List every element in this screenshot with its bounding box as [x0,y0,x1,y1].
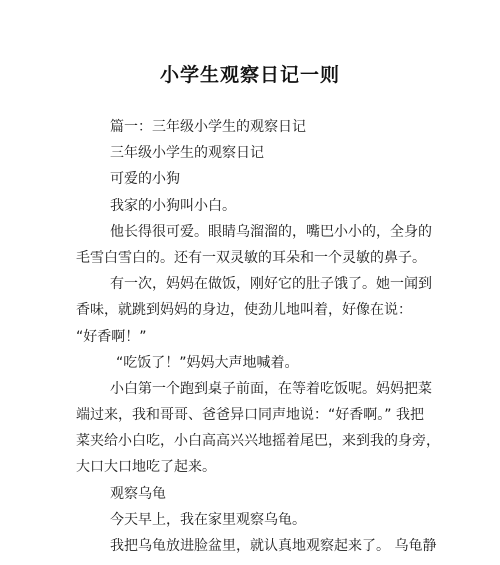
paragraph-line: 我家的小狗叫小白。 [110,197,236,214]
paragraph-line: “吃饭了！”妈妈大声地喊着。 [116,354,299,371]
entry-title: 观察乌龟 [110,485,166,502]
paragraph-line: 毛雪白雪白的。还有一双灵敏的耳朵和一个灵敏的鼻子。 [76,249,426,266]
document-body [76,114,440,559]
paragraph-line: 菜夹给小白吃，小白高高兴兴地摇着尾巴，来到我的身旁， [76,433,440,450]
diary-heading: 三年级小学生的观察日记 [110,145,264,162]
paragraph-line: 我把乌龟放进脸盆里，就认真地观察起来了。 乌龟静 [110,538,437,554]
paragraph-line: 端过来，我和哥哥、爸爸异口同声地说：“好香啊。” 我把 [76,407,424,424]
document-title: 小学生观察日记一则 [159,64,340,86]
section-heading: 篇一：三年级小学生的观察日记 [110,119,306,135]
paragraph-line: “好香啊！” [76,328,147,345]
paragraph-line: 他长得很可爱。眼睛乌溜溜的，嘴巴小小的，全身的 [110,223,432,240]
entry-title: 可爱的小狗 [110,171,180,188]
paragraph-line: 有一次，妈妈在做饭，刚好它的肚子饿了。她一闻到 [110,276,432,293]
paragraph-line: 今天早上，我在家里观察乌龟。 [110,511,306,528]
paragraph-line: 小白第一个跑到桌子前面，在等着吃饭呢。妈妈把菜 [110,380,432,397]
paragraph-line: 大口大口地吃了起来。 [76,459,216,476]
paragraph-line: 香味，就跳到妈妈的身边，使劲儿地叫着，好像在说： [76,302,412,319]
